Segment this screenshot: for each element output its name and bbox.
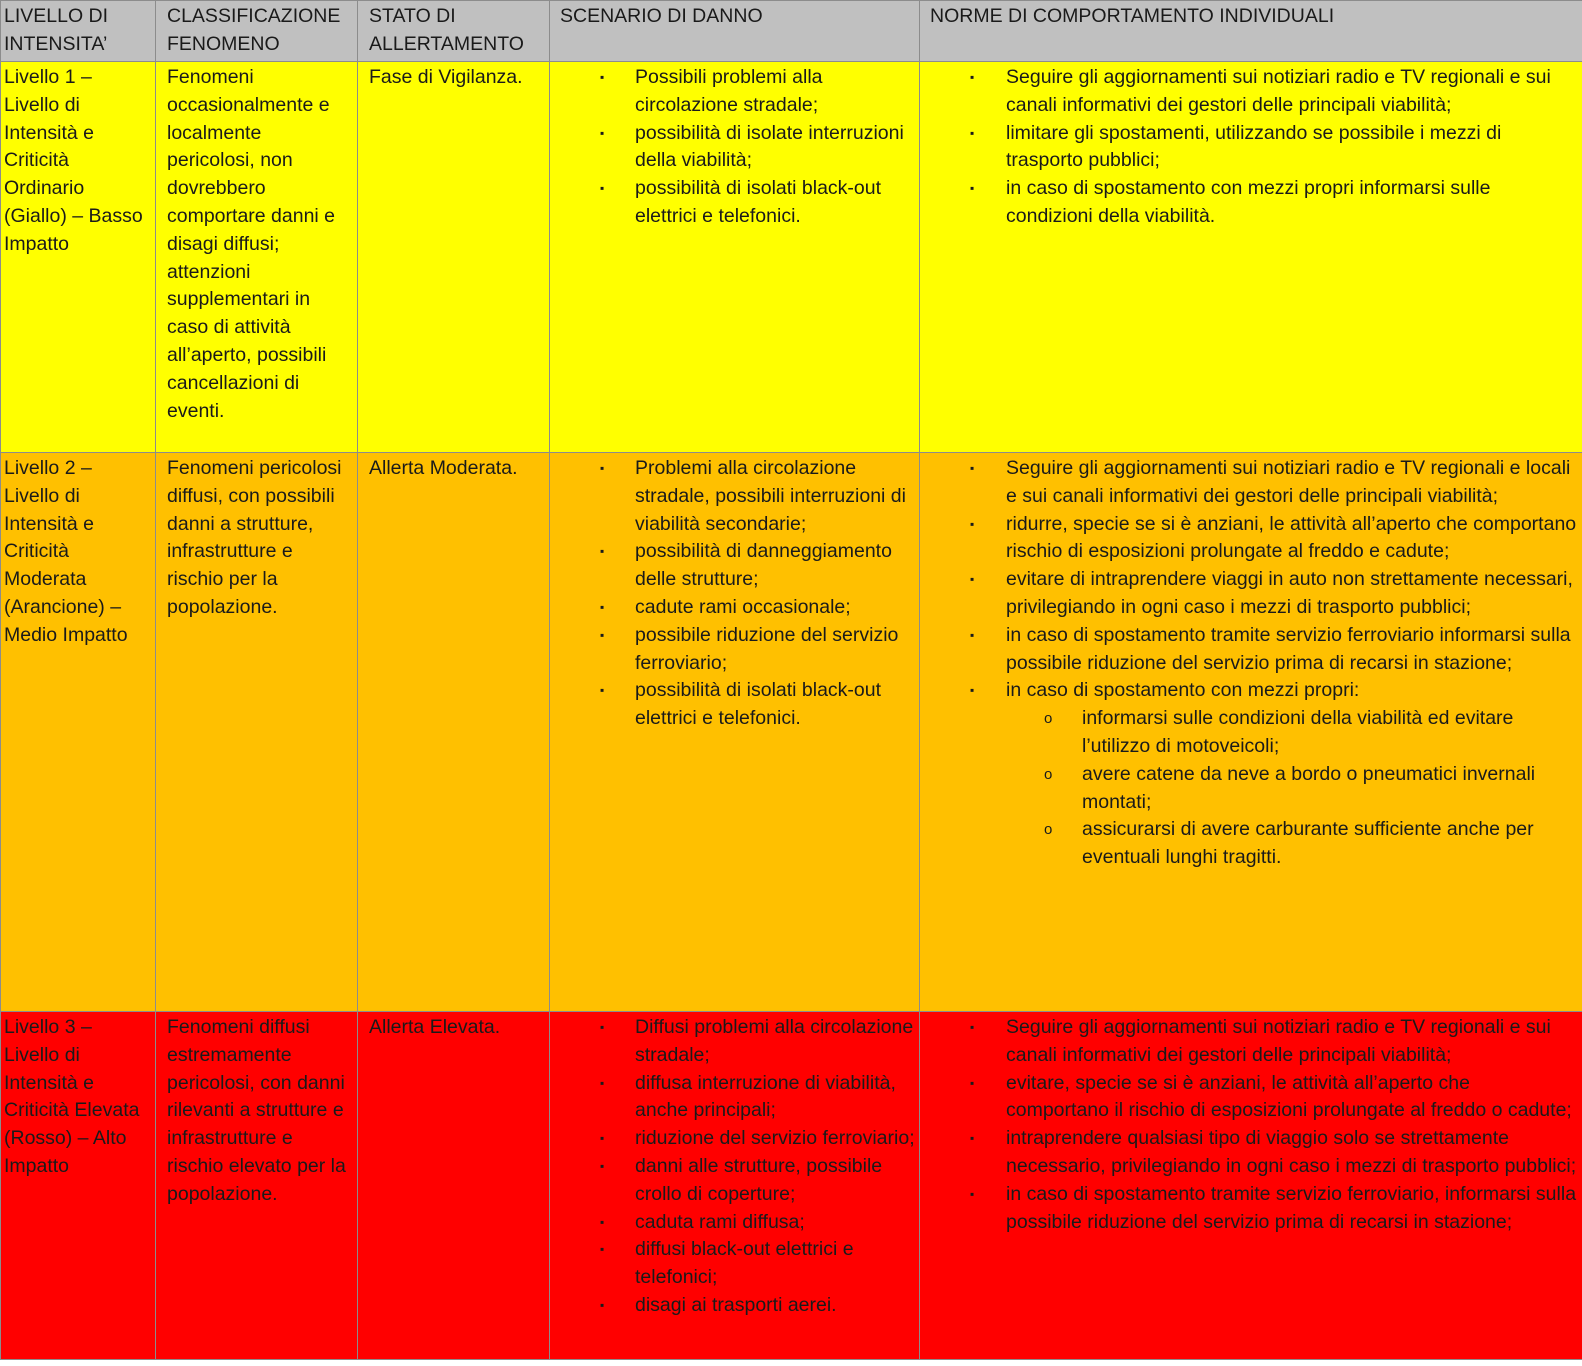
square-bullet-icon: ▪	[970, 516, 975, 531]
norms-sublist	[1006, 705, 1578, 872]
square-bullet-icon: ▪	[600, 1020, 605, 1034]
list-item: ▪ disagi ai trasporti aerei.	[560, 1292, 915, 1320]
square-bullet-icon: ▪	[600, 1242, 605, 1257]
norms-list	[930, 1014, 1578, 1236]
square-bullet-icon: ▪	[600, 683, 605, 698]
list-item: ▪ danni alle strutture, possibile crollo di coperture;	[600, 1154, 883, 1205]
alert-cell: Fase di Vigilanza.	[358, 62, 550, 453]
list-item: ▪ Seguire gli aggiornamenti sui notiziari radio e TV regionali e locali e sui canali informativi dei gestori delle principali viabilità;	[970, 457, 1571, 507]
classification-cell: Fenomeni pericolosi diffusi, con possibili danni a strutture, infrastrutture e rischio per la popolazione.	[156, 453, 358, 1012]
square-bullet-icon: ▪	[970, 627, 975, 642]
list-item: ▪ diffusa interruzione di viabilità, anche principali;	[600, 1071, 896, 1122]
list-item: ▪ possibilità di isolate interruzioni della viabilità;	[600, 121, 904, 172]
list-item: ▪ riduzione del servizio ferroviario;	[560, 1125, 915, 1153]
damage-list	[560, 1014, 915, 1320]
square-bullet-icon: ▪	[970, 1075, 975, 1090]
list-item: ▪ in caso di spostamento con mezzi propri informarsi sulle condizioni della viabilità.	[970, 177, 1491, 227]
sub-list-item: o informarsi sulle condizioni della viabilità ed evitare l’utilizzo di motoveicoli;	[1044, 707, 1514, 757]
damage-cell	[550, 1012, 920, 1360]
list-item: ▪ in caso di spostamento tramite servizio ferroviario informarsi sulla possibile riduzione del servizio prima di recarsi in stazione;	[970, 623, 1571, 674]
damage-cell	[550, 62, 920, 453]
circle-bullet-icon: o	[1044, 765, 1053, 783]
square-bullet-icon: ▪	[600, 1297, 605, 1312]
classification-cell: Fenomeni occasionalmente e localmente pericolosi, non dovrebbero comportare danni e disagi diffusi; attenzioni supplementari in caso di attività all’aperto, possibili cancellazioni di eventi.	[156, 62, 358, 453]
square-bullet-icon: ▪	[970, 572, 975, 587]
list-item: ▪ caduta rami diffusa;	[560, 1209, 915, 1237]
square-bullet-icon: ▪	[600, 1075, 605, 1090]
square-bullet-icon: ▪	[600, 1214, 605, 1229]
list-item: ▪ evitare di intraprendere viaggi in auto non strettamente necessari, privilegiando in ogni caso i mezzi di trasporto pubblici;	[970, 568, 1573, 618]
square-bullet-icon: ▪	[970, 683, 975, 698]
norms-cell	[920, 453, 1582, 1012]
alert-cell: Allerta Moderata.	[358, 453, 550, 1012]
circle-bullet-icon: o	[1044, 821, 1053, 839]
circle-bullet-icon: o	[1044, 710, 1053, 728]
square-bullet-icon: ▪	[600, 627, 605, 642]
square-bullet-icon: ▪	[970, 181, 975, 196]
header-alert-state: STATO DI ALLERTAMENTO	[358, 1, 550, 62]
list-item: ▪ intraprendere qualsiasi tipo di viaggio solo se strettamente necessario, privilegiando in ogni caso i mezzi di trasporto pubblici;	[970, 1127, 1577, 1177]
list-item: ▪ possibilità di danneggiamento delle strutture;	[600, 540, 892, 591]
list-item: ▪ limitare gli spostamenti, utilizzando se possibile i mezzi di trasporto pubblici;	[970, 121, 1502, 172]
list-item: ▪ possibilità di isolati black-out elettrici e telefonici.	[600, 679, 882, 730]
list-item: ▪ diffusi black-out elettrici e telefonici;	[600, 1238, 854, 1289]
table-row-level-2	[1, 453, 1582, 1012]
damage-list	[560, 64, 915, 231]
list-item: ▪ Seguire gli aggiornamenti sui notiziari radio e TV regionali e sui canali informativi dei gestori delle principali viabilità;	[970, 66, 1551, 116]
list-item: ▪ cadute rami occasionale;	[560, 594, 915, 622]
square-bullet-icon: ▪	[600, 70, 605, 84]
header-phenomenon-classification: CLASSIFICAZIONE FENOMENO	[156, 1, 358, 62]
header-intensity-level: LIVELLO DI INTENSITA’	[1, 1, 156, 62]
norms-list	[930, 64, 1578, 231]
norms-cell	[920, 62, 1582, 453]
square-bullet-icon: ▪	[970, 1131, 975, 1146]
table-header-row	[1, 1, 1582, 62]
square-bullet-icon: ▪	[600, 125, 605, 140]
level-cell: Livello 2 – Livello di Intensità e Criticità Moderata (Arancione) – Medio Impatto	[1, 453, 156, 1012]
square-bullet-icon: ▪	[600, 181, 605, 196]
list-item: ▪ Possibili problemi alla circolazione stradale;	[600, 66, 823, 116]
list-item: ▪ in caso di spostamento tramite servizio ferroviario, informarsi sulla possibile riduzione del servizio prima di recarsi in stazione;	[970, 1182, 1577, 1233]
norms-cell	[920, 1012, 1582, 1360]
square-bullet-icon: ▪	[970, 1020, 975, 1034]
alert-cell: Allerta Elevata.	[358, 1012, 550, 1360]
square-bullet-icon: ▪	[970, 125, 975, 140]
square-bullet-icon: ▪	[970, 461, 975, 475]
list-item: ▪ possibilità di isolati black-out elettrici e telefonici.	[600, 177, 882, 227]
square-bullet-icon: ▪	[600, 1131, 605, 1146]
level-cell: Livello 3 – Livello di Intensità e Criticità Elevata (Rosso) – Alto Impatto	[1, 1012, 156, 1360]
sub-list-item: o assicurarsi di avere carburante sufficiente anche per eventuali lunghi tragitti.	[1044, 818, 1534, 869]
list-item: ▪ Problemi alla circolazione stradale, possibili interruzioni di viabilità secondarie;	[600, 457, 906, 535]
square-bullet-icon: ▪	[600, 599, 605, 614]
sub-list-item: o avere catene da neve a bordo o pneumatici invernali montati;	[1044, 762, 1536, 813]
damage-list	[560, 455, 915, 733]
header-damage-scenario: SCENARIO DI DANNO	[550, 1, 920, 62]
list-item: ▪ ridurre, specie se si è anziani, le attività all’aperto che comportano rischio di esposizioni prolungate al freddo e cadute;	[970, 512, 1577, 563]
classification-cell: Fenomeni diffusi estremamente pericolosi, con danni rilevanti a strutture e infrastrutture e rischio elevato per la popolazione.	[156, 1012, 358, 1360]
level-cell: Livello 1 – Livello di Intensità e Criticità Ordinario (Giallo) – Basso Impatto	[1, 62, 156, 453]
square-bullet-icon: ▪	[600, 461, 605, 475]
square-bullet-icon: ▪	[600, 544, 605, 559]
list-item: ▪ in caso di spostamento con mezzi propri: o informarsi sulle condizioni della viabilità ed evitare l’utilizzo di motoveicoli; o avere catene da neve a bordo o pneumatici invernali montati; o assicurarsi di avere carburante sufficiente anche per eventuali lunghi tragitti.	[930, 677, 1578, 872]
header-individual-behavior-norms: NORME DI COMPORTAMENTO INDIVIDUALI	[920, 1, 1582, 62]
list-item: ▪ possibile riduzione del servizio ferroviario;	[600, 623, 899, 674]
square-bullet-icon: ▪	[970, 1186, 975, 1201]
damage-cell	[550, 453, 920, 1012]
norms-list	[930, 455, 1578, 872]
list-item: ▪ evitare, specie se si è anziani, le attività all’aperto che comportano il rischio di esposizioni prolungate al freddo o cadute;	[970, 1071, 1572, 1122]
table-row-level-3	[1, 1012, 1582, 1360]
list-item: ▪ Seguire gli aggiornamenti sui notiziari radio e TV regionali e sui canali informativi dei gestori delle principali viabilità;	[970, 1016, 1551, 1066]
square-bullet-icon: ▪	[600, 1158, 605, 1173]
table-row-level-1	[1, 62, 1582, 453]
square-bullet-icon: ▪	[970, 70, 975, 84]
list-item: ▪ Diffusi problemi alla circolazione stradale;	[600, 1016, 914, 1066]
